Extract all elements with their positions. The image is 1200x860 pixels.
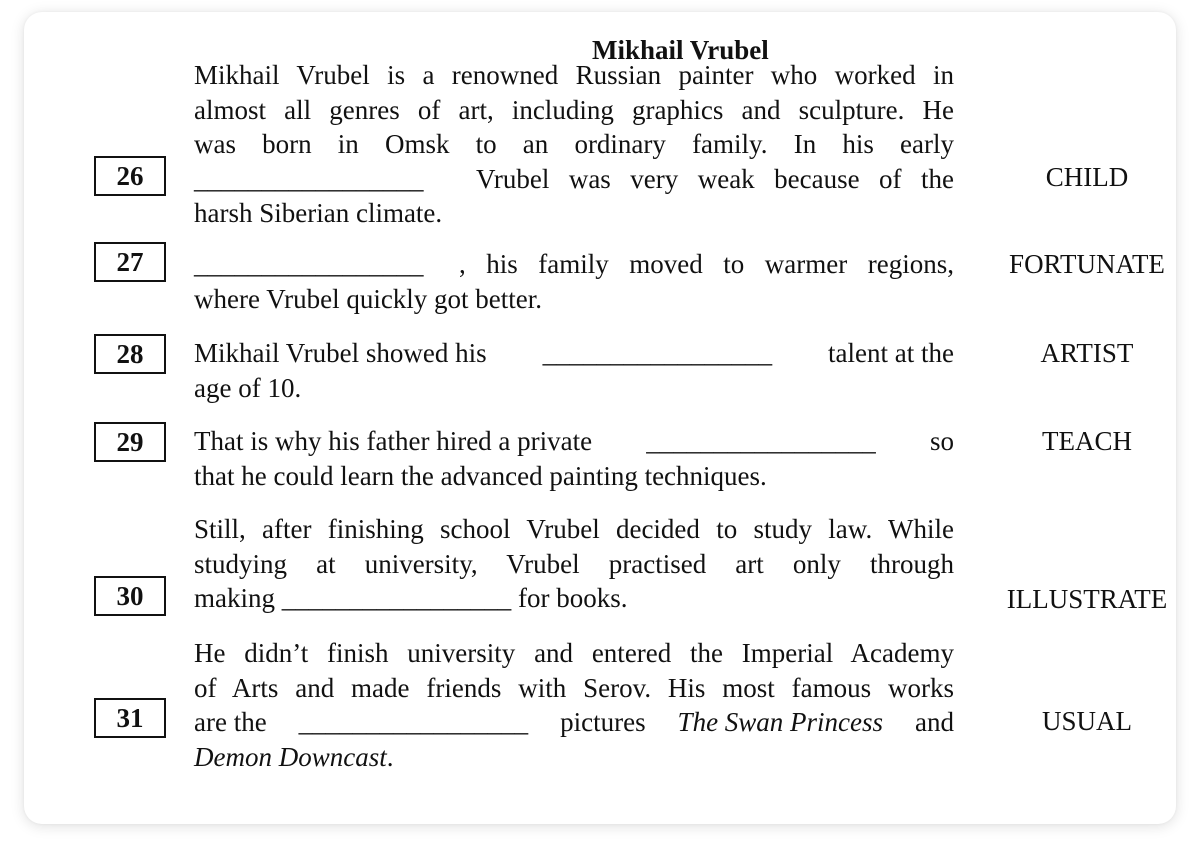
text-fragment: are the <box>194 707 267 737</box>
artwork-title: Demon Downcast <box>194 741 387 772</box>
text-fragment: talent at the <box>828 338 954 368</box>
text-fragment: for books. <box>518 583 628 613</box>
artwork-title: The Swan Princess <box>677 707 884 737</box>
text-fragment: That is why his father hired a private <box>194 426 593 456</box>
paragraph-29 <box>194 424 954 493</box>
keyword-30: ILLUSTRATE <box>1006 584 1168 614</box>
item-number-label: 27 <box>116 246 144 277</box>
text-fragment: . <box>386 741 394 772</box>
text-fragment: Vrubel was very weak because of the <box>476 163 954 194</box>
paragraph-31 <box>194 636 954 774</box>
item-number-label: 26 <box>116 160 144 191</box>
keyword-29: TEACH <box>1042 426 1132 456</box>
keyword-28: ARTIST <box>1040 338 1134 368</box>
page-title: Mikhail Vrubel <box>592 35 769 65</box>
answer-blank-30[interactable]: _________________ <box>281 583 512 613</box>
text-line-with-blank <box>194 247 954 282</box>
text-line: where Vrubel quickly got better. <box>194 283 543 314</box>
item-number-label: 29 <box>116 426 144 457</box>
text-line-with-blank <box>194 424 954 459</box>
paragraph-27 <box>194 247 954 316</box>
item-number-31 <box>94 698 166 738</box>
text-fragment: so <box>929 426 954 456</box>
exercise-card <box>24 12 1176 824</box>
text-fragment: making <box>194 583 275 613</box>
item-number-29 <box>94 422 166 462</box>
text-line: Still, after finishing school Vrubel decided to study law. While <box>194 514 954 544</box>
text-fragment: Mikhail Vrubel showed his <box>194 338 487 368</box>
item-number-27 <box>94 242 166 282</box>
text-line-with-blank <box>194 705 954 740</box>
paragraph-30 <box>194 512 954 616</box>
item-number-label: 31 <box>116 702 144 733</box>
text-line <box>194 740 954 775</box>
text-line-with-blank <box>194 336 954 371</box>
text-line: that he could learn the advanced painting techniques. <box>194 460 767 491</box>
answer-blank-26[interactable]: _________________ <box>194 163 424 194</box>
keyword-31: USUAL <box>1041 706 1132 736</box>
text-line: harsh Siberian climate. <box>194 198 443 228</box>
text-fragment: and <box>915 707 954 737</box>
text-fragment: , his family moved to warmer regions, <box>459 249 954 279</box>
item-number-label: 28 <box>116 338 144 369</box>
text-line: age of 10. <box>194 372 302 403</box>
text-line: studying at university, Vrubel practised art only through <box>194 548 954 579</box>
text-line: almost all genres of art, including graphics and sculpture. He <box>194 94 954 125</box>
text-line: was born in Omsk to an ordinary family. In his early <box>194 129 954 159</box>
item-number-label: 30 <box>116 580 144 611</box>
text-line: He didn’t finish university and entered the Imperial Academy <box>194 638 954 668</box>
keyword-26: CHILD <box>1045 162 1129 192</box>
text-line: of Arts and made friends with Serov. His most famous works <box>194 672 954 703</box>
text-line-with-blank <box>194 581 954 616</box>
item-number-28 <box>94 334 166 374</box>
answer-blank-29[interactable]: _________________ <box>646 426 876 456</box>
text-line-with-blank <box>194 162 954 197</box>
paragraph-26 <box>194 58 954 231</box>
answer-blank-28[interactable]: _________________ <box>542 338 773 368</box>
item-number-30 <box>94 576 166 616</box>
answer-blank-27[interactable]: _________________ <box>194 249 424 279</box>
text-fragment: pictures <box>560 707 646 737</box>
item-number-26 <box>94 156 166 196</box>
answer-blank-31[interactable]: _________________ <box>298 707 529 737</box>
text-line: Mikhail Vrubel is a renowned Russian painter who worked in <box>194 60 954 90</box>
paragraph-28 <box>194 336 954 405</box>
keyword-27: FORTUNATE <box>1009 249 1165 279</box>
